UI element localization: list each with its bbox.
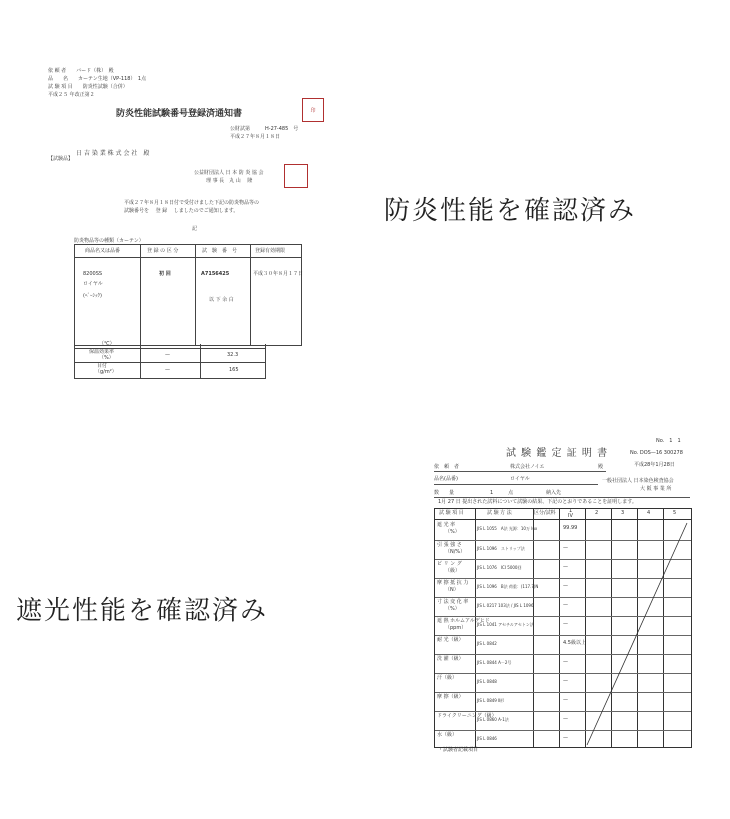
qty-value: 1 点 bbox=[490, 490, 514, 496]
note-mark: 記 bbox=[192, 226, 198, 232]
void-diagonal-line bbox=[435, 509, 691, 747]
sub-label-2: 目付 bbox=[97, 363, 108, 369]
table-caption: 防炎物品等の種類（カーテン） bbox=[74, 238, 144, 244]
destination: 納入先 bbox=[546, 490, 562, 496]
row-value: — bbox=[563, 621, 568, 627]
row-item: 摩 擦 抵 抗 力 bbox=[437, 580, 469, 586]
registration-category: 初 回 bbox=[159, 271, 171, 277]
blank-remainder: 以 下 余 白 bbox=[209, 297, 234, 303]
row-item: 汗（級） bbox=[437, 675, 458, 681]
row-value: 99.99 bbox=[563, 525, 578, 531]
row-item: ドライクリーニング（級） bbox=[437, 713, 497, 719]
red-seal: 印 bbox=[302, 98, 324, 122]
row-unit: （N/%） bbox=[445, 549, 466, 555]
sub-dash-2: — bbox=[165, 367, 170, 373]
issuer-seal bbox=[284, 164, 308, 188]
valid-until: 平成３０年８月１７日 bbox=[253, 271, 304, 277]
col-sample-5: 5 bbox=[673, 510, 677, 516]
product-name: ロイヤル bbox=[510, 476, 530, 482]
addressee: 日 吉 染 業 株 式 会 社 殿 bbox=[76, 150, 150, 157]
qty-label: 数 量 bbox=[434, 490, 455, 496]
doc-title: 防炎性能試験番号登録済通知書 bbox=[116, 109, 243, 119]
test-certificate-document bbox=[430, 436, 700, 758]
row-method: JIS L 1041 アセチルアセトン法 bbox=[477, 622, 534, 627]
sub-dash-1: — bbox=[165, 352, 170, 358]
row-method: JIS L 0844 A－2号 bbox=[477, 660, 512, 665]
row-method: JIS L 0846 bbox=[477, 736, 497, 741]
office-name: 大 阪 事 業 所 bbox=[640, 486, 672, 492]
row-unit: （ppm） bbox=[445, 625, 467, 631]
test-number: A7156425 bbox=[201, 271, 230, 277]
cert-date: 平成28年1月28日 bbox=[634, 462, 675, 468]
row-value: — bbox=[563, 697, 568, 703]
row-method: JIS L 0860 A-1法 bbox=[477, 717, 509, 722]
footnote: ・試験者記載項目 bbox=[438, 747, 479, 753]
sub-label-1: 保温効果率 bbox=[89, 349, 115, 355]
shading-caption: 遮光性能を確認済み bbox=[16, 596, 269, 626]
issue-date: 平成２７年８月１８日 bbox=[230, 134, 281, 140]
row-item: 寸 法 変 化 率 bbox=[437, 599, 469, 605]
col-sample-1: 1 bbox=[569, 508, 573, 514]
statement: 1月 27 日 提出された試料について試験の結果、下記のとおりであることを証明します。 bbox=[438, 499, 637, 505]
section-label: 【試験品】 bbox=[48, 156, 74, 162]
row-unit: （%） bbox=[445, 529, 460, 535]
body-line-1: 平成２７年８月１８日付で受付けました下記の防炎物品等の bbox=[124, 200, 260, 206]
row-method: JIS L 1055 A法 光源：10万 lux bbox=[477, 526, 538, 531]
registration-table bbox=[74, 244, 302, 346]
row-method: JIS L 0217 103法 / JIS L 1096 bbox=[477, 603, 534, 608]
row-value: — bbox=[563, 716, 568, 722]
row-method: JIS L 0848 bbox=[477, 679, 497, 684]
col-header-valid: 登録有効期限 bbox=[255, 248, 286, 254]
client-name: 株式会社ノイエ bbox=[510, 464, 545, 470]
row-value: 4.5級以上 bbox=[563, 640, 586, 646]
issuer-org: 公益財団法人 日 本 防 炎 協 会 bbox=[194, 170, 264, 176]
sub-value-1: 32.3 bbox=[227, 352, 239, 358]
row-value: — bbox=[563, 602, 568, 608]
row-method: JIS L 1096 B法 荷重：(117.7)N bbox=[477, 584, 539, 589]
col-header-test-no: 試 験 番 号 bbox=[202, 248, 238, 254]
header-line-2: 品 名 カーテン生地（VP-118） 1点 bbox=[48, 76, 147, 82]
client-label: 依 頼 者 bbox=[434, 464, 460, 470]
org-name: 一般社団法人 日本染色検査協会 bbox=[602, 478, 674, 484]
row-method: JIS L 0842 bbox=[477, 641, 497, 646]
sub-sublabel-1: （%） bbox=[99, 355, 114, 361]
row-item: 洗 濯（級） bbox=[437, 656, 464, 662]
row-value: — bbox=[563, 564, 568, 570]
item-code: 8200SS bbox=[83, 271, 103, 277]
col-category: 区分/試料 bbox=[534, 510, 556, 516]
header-line-4: 平成２５ 年改正第２ bbox=[48, 92, 95, 98]
fire-caption: 防炎性能を確認済み bbox=[384, 196, 637, 226]
performance-table bbox=[74, 341, 266, 379]
client-suffix: 殿 bbox=[598, 464, 604, 470]
col-test-item: 試 験 項 目 bbox=[439, 510, 464, 516]
row-value: — bbox=[563, 545, 568, 551]
row-method: JIS L 1096 ストリップ法 bbox=[477, 546, 525, 551]
col-header-category: 登 録 の 区 分 bbox=[147, 248, 179, 254]
cert-title: 試 験 鑑 定 証 明 書 bbox=[506, 448, 609, 459]
col-sample-1-sub: IV bbox=[568, 513, 573, 519]
col-sample-2: 2 bbox=[595, 510, 599, 516]
row-method: JIS L 0849 Ⅱ形 bbox=[477, 698, 505, 703]
row-unit: （%） bbox=[445, 606, 460, 612]
results-table bbox=[434, 508, 692, 748]
body-line-2: 試験番号を 登 録 しましたのでご通知します。 bbox=[124, 208, 239, 214]
row-unit: （級） bbox=[445, 568, 461, 574]
page-no: No. 1 1 bbox=[656, 438, 681, 444]
row-value: — bbox=[563, 678, 568, 684]
row-item: 遮 熱 ホルムアルデヒド bbox=[437, 618, 490, 624]
sub-label-0: （℃） bbox=[99, 341, 115, 347]
row-value: — bbox=[563, 583, 568, 589]
sub-value-2: 165 bbox=[229, 367, 239, 373]
row-item: 引 張 強 さ bbox=[437, 542, 462, 548]
row-item: 耐 光（級） bbox=[437, 637, 464, 643]
col-header-item: 商品名又は品番 bbox=[85, 248, 121, 254]
header-line-3: 試 験 項 目 防炎性試験（合併） bbox=[48, 84, 128, 90]
issuer-name: 理 事 長 丸 山 隆 bbox=[206, 178, 253, 184]
item-name: ロイヤル bbox=[83, 281, 103, 287]
cert-doc-no: No. DOS—16 300278 bbox=[630, 450, 683, 456]
row-item: ピ リ ン グ bbox=[437, 561, 462, 567]
row-item: 摩 擦（級） bbox=[437, 694, 464, 700]
header-line-1: 依 頼 者 バード（株） 殿 bbox=[48, 68, 114, 74]
col-test-method: 試 験 方 法 bbox=[487, 510, 512, 516]
row-value: — bbox=[563, 659, 568, 665]
product-label: 品名(品番) bbox=[434, 476, 458, 482]
col-sample-4: 4 bbox=[647, 510, 651, 516]
row-value: — bbox=[563, 735, 568, 741]
row-unit: （N） bbox=[445, 587, 459, 593]
col-sample-3: 3 bbox=[621, 510, 625, 516]
ref-number: 公財試第 H-27-485 号 bbox=[230, 126, 299, 132]
row-item: 水（級） bbox=[437, 732, 458, 738]
fire-certificate-document bbox=[44, 64, 344, 382]
sub-sublabel-2: （g/m²） bbox=[95, 369, 117, 375]
item-note: (ﾍﾞｰｼｯｸ) bbox=[83, 293, 102, 299]
row-method: JIS L 1076 ICI 5000回 bbox=[477, 565, 522, 570]
row-item: 遮 光 率 bbox=[437, 522, 456, 528]
